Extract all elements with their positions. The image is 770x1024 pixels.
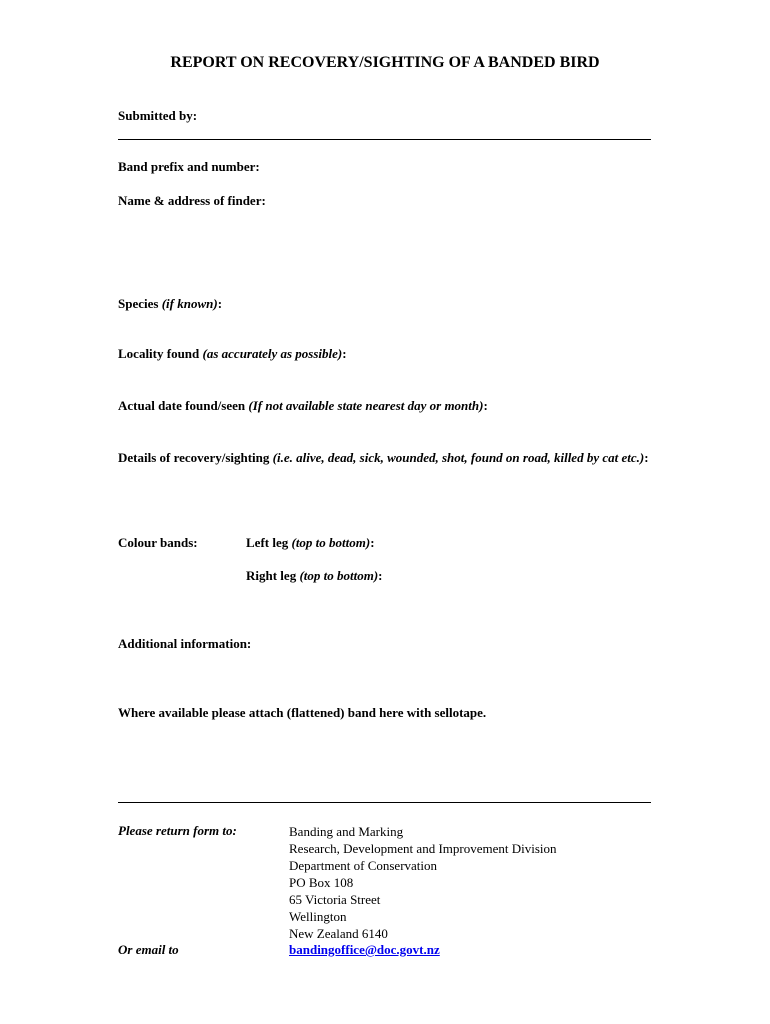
address-line: Wellington [289, 909, 347, 924]
attach-band-note: Where available please attach (flattened) band here with sellotape. [118, 705, 487, 720]
left-leg-note: (top to bottom) [291, 535, 371, 550]
address-line: Department of Conservation [289, 858, 438, 873]
left-leg-colon: : [370, 535, 375, 550]
right-leg-label [246, 568, 383, 584]
locality-label [118, 346, 347, 362]
address-line: Banding and Marking [289, 824, 404, 839]
right-leg-label-text: Right leg [246, 568, 300, 583]
return-address [289, 823, 557, 942]
species-label [118, 296, 222, 312]
date-found-colon: : [483, 398, 488, 413]
locality-label-text: Locality found [118, 346, 203, 361]
date-found-note: (If not available state nearest day or month) [248, 398, 484, 413]
details-note: (i.e. alive, dead, sick, wounded, shot, found on road, killed by cat etc.) [272, 450, 645, 465]
page-title: REPORT ON RECOVERY/SIGHTING OF A BANDED BIRD [170, 54, 600, 71]
species-label-text: Species [118, 296, 162, 311]
locality-colon: : [342, 346, 347, 361]
submitted-by-label: Submitted by: [118, 108, 198, 123]
details-label [118, 449, 653, 466]
band-prefix-label: Band prefix and number: [118, 159, 260, 174]
details-label-text: Details of recovery/sighting [118, 450, 273, 465]
locality-note: (as accurately as possible) [202, 346, 343, 361]
additional-info-label: Additional information: [118, 636, 252, 651]
species-note: (if known) [161, 296, 218, 311]
email-label: Or email to [118, 942, 179, 957]
finder-label: Name & address of finder: [118, 193, 266, 208]
date-found-label-text: Actual date found/seen [118, 398, 249, 413]
details-colon: : [644, 450, 649, 465]
return-form-label: Please return form to: [118, 823, 237, 838]
colour-bands-label: Colour bands: [118, 535, 198, 550]
left-leg-label-text: Left leg [246, 535, 292, 550]
address-line: 65 Victoria Street [289, 892, 381, 907]
address-line: PO Box 108 [289, 875, 354, 890]
left-leg-label [246, 535, 375, 551]
submitted-by-line [118, 139, 651, 140]
right-leg-colon: : [378, 568, 383, 583]
right-leg-note: (top to bottom) [299, 568, 379, 583]
address-line: Research, Development and Improvement Division [289, 841, 557, 856]
email-link[interactable]: bandingoffice@doc.govt.nz [289, 942, 440, 957]
address-line: New Zealand 6140 [289, 926, 388, 941]
species-colon: : [217, 296, 223, 311]
date-found-label [118, 398, 488, 414]
footer-divider [118, 802, 651, 803]
